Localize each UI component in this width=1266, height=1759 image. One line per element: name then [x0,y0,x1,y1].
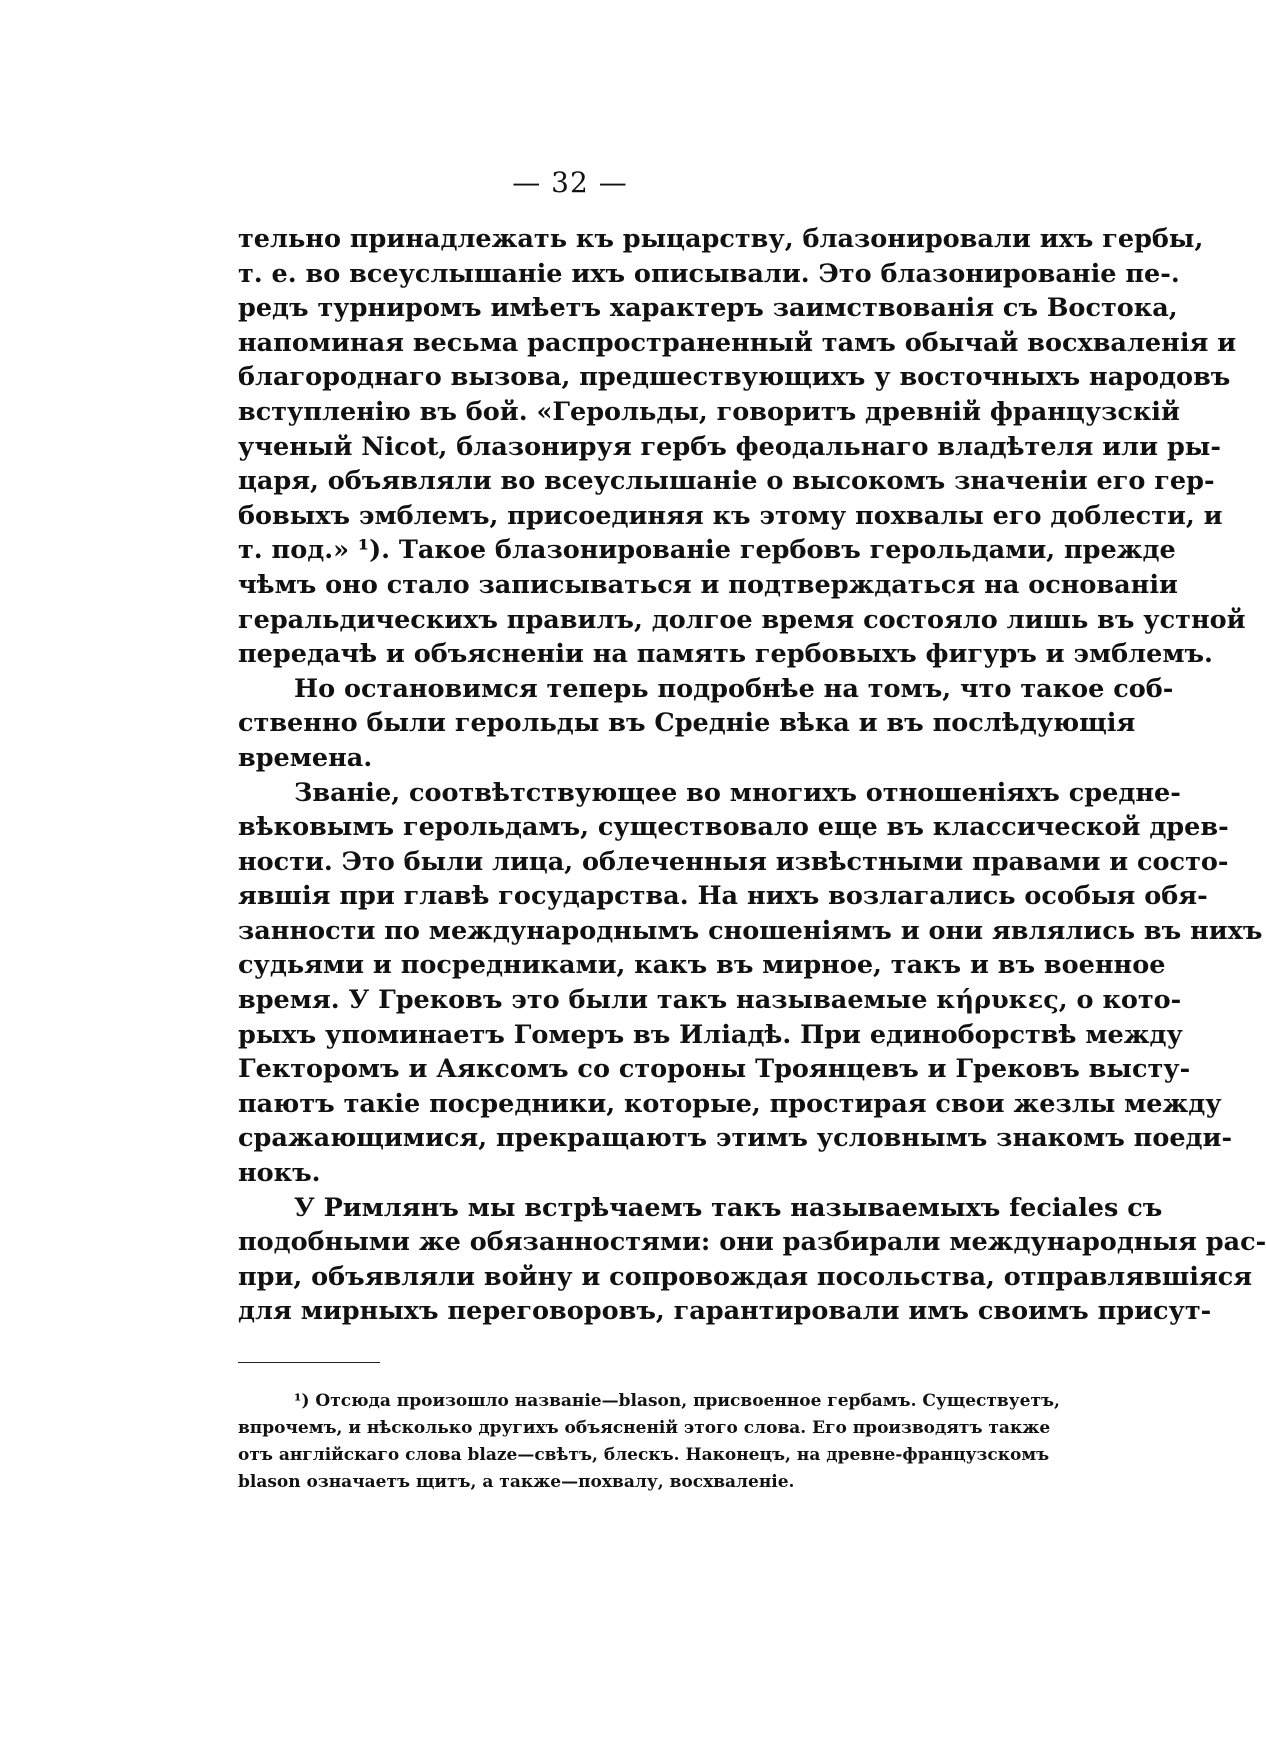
footnote [238,1388,1060,1496]
text-line: т. е. во всеуслышаніе ихъ описывали. Это блазонированіе пе-. [238,258,1180,289]
text-line: Званіе, соотвѣтствующее во многихъ отношеніяхъ средне- [294,777,1181,808]
footnote-line: впрочемъ, и нѣсколько другихъ объясненій этого слова. Его производятъ также [238,1418,1051,1438]
text-line: ности. Это были лица, облеченныя извѣстными правами и состо- [238,846,1229,877]
footnote-line: ¹) Отсюда произошло названіе—blason, присвоенное гербамъ. Существуетъ, [294,1391,1060,1411]
text-line: редъ турниромъ имѣетъ характеръ заимствованія съ Востока, [238,293,1178,324]
text-line: занности по международнымъ сношеніямъ и они являлись въ нихъ [238,915,1263,946]
text-line: тельно принадлежать къ рыцарству, блазонировали ихъ гербы, [238,224,1204,254]
footnote-line: blason означаетъ щитъ, а также—похвалу, восхваленіе. [238,1472,795,1492]
text-line: Гекторомъ и Аяксомъ со стороны Троянцевъ и Грековъ высту- [238,1054,1191,1085]
text-line: при, объявляли войну и сопровождая посольства, отправлявшіяся [238,1261,1253,1292]
text-line: чѣмъ оно стало записываться и подтверждаться на основаніи [238,569,1178,600]
text-line: подобными же обязанностями: они разбирали международныя рас- [238,1227,1266,1258]
text-line: для мирныхъ переговоровъ, гарантировали имъ своимъ присут- [238,1296,1212,1327]
text-line: бовыхъ эмблемъ, присоединяя къ этому похвалы его доблести, и [238,500,1223,531]
text-line: вступленію въ бой. «Герольды, говоритъ древній французскій [238,396,1180,427]
text-line: благороднаго вызова, предшествующихъ у восточныхъ народовъ [238,362,1231,393]
text-line: сражающимися, прекращаютъ этимъ условнымъ знакомъ поеди- [238,1123,1233,1154]
text-line: напоминая весьма распространенный тамъ обычай восхваленія и [238,327,1237,358]
text-line: У Римлянъ мы встрѣчаемъ такъ называемыхъ feciales съ [294,1192,1163,1223]
text-line: явшія при главѣ государства. На нихъ возлагались особыя обя- [238,881,1208,912]
text-line: время. У Грековъ это были такъ называемые κήρυκες, о кото- [238,985,1182,1016]
text-line: рыхъ упоминаетъ Гомеръ въ Иліадѣ. При единоборствѣ между [238,1019,1183,1050]
text-line: судьями и посредниками, какъ въ мирное, такъ и въ военное [238,950,1166,981]
footnote-divider [238,1362,380,1363]
text-line: царя, объявляли во всеуслышаніе о высокомъ значеніи его гер- [238,466,1215,497]
text-line: т. под.» ¹). Такое блазонированіе гербовъ герольдами, прежде [238,535,1176,566]
text-line: геральдическихъ правилъ, долгое время состояло лишь въ устной [238,604,1246,635]
text-line: паютъ такіе посредники, которые, простирая свои жезлы между [238,1088,1222,1119]
text-line: вѣковымъ герольдамъ, существовало еще въ классической древ- [238,812,1229,843]
body-text [238,222,1266,1329]
text-line: ученый Nicot, блазонируя гербъ феодальнаго владѣтеля или ры- [238,431,1221,462]
text-line: ственно были герольды въ Средніе вѣка и въ послѣдующія [238,708,1136,739]
page-number: — 32 — [512,166,628,199]
text-line: нокъ. [238,1158,321,1189]
footnote-line: отъ англійскаго слова blaze—свѣтъ, блескъ. Наконецъ, на древне-французскомъ [238,1445,1050,1465]
text-line: времена. [238,742,373,773]
text-line: передачѣ и объясненіи на память гербовыхъ фигуръ и эмблемъ. [238,639,1213,670]
text-line: Но остановимся теперь подробнѣе на томъ, что такое соб- [294,673,1174,704]
